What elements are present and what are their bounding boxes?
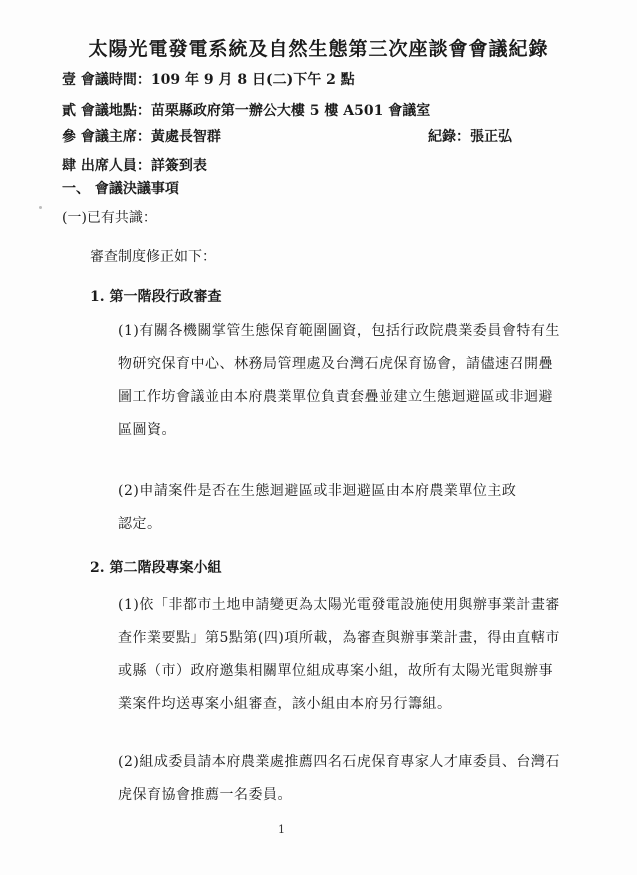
stage1-item1 [118,315,560,447]
stage1-item2-line: (2)申請案件是否在生態迴避區或非迴避區由本府農業單位主政 [118,483,517,499]
stage2-heading: 2. 第二階段專案小組 [90,560,222,576]
stage1-item2 [118,475,516,541]
page-number: 1 [278,823,285,836]
stage2-item2-line: 虎保育協會推薦一名委員。 [118,787,292,803]
stage2-item1-line: 查作業要點」第5點第(四)項所載，為審查與辦事業計畫，得由直轄市 [118,630,560,646]
stage2-item1 [118,589,560,721]
document-title: 太陽光電發電系統及自然生態第三次座談會會議紀錄 [88,38,549,60]
stage2-item2-line: (2)組成委員請本府農業處推薦四名石虎保育專家人才庫委員、台灣石 [118,754,560,770]
stage1-item1-line: 圖工作坊會議並由本府農業單位負責套疊並建立生態迴避區或非迴避 [118,389,553,405]
stage1-item1-line: 區圖資。 [118,422,176,438]
meeting-location: 貳 會議地點：苗栗縣政府第一辦公大樓 5 樓 A501 會議室 [62,103,431,119]
stage2-item2 [118,746,560,812]
stage1-item1-line: (1)有關各機關掌管生態保育範圍圖資，包括行政院農業委員會特有生 [118,323,560,339]
stage1-item1-line: 物研究保育中心、林務局管理處及台灣石虎保育協會，請儘速召開疊 [118,356,553,372]
stage2-item1-line: (1)依「非都市土地申請變更為太陽光電發電設施使用與辦事業計畫審 [118,597,560,613]
meeting-chair: 參 會議主席：黃處長智群 [62,129,221,145]
meeting-time: 壹 會議時間：109 年 9 月 8 日(二)下午 2 點 [62,72,355,88]
stage2-item1-line: 或縣（市）政府邀集相關單位組成專案小組，故所有太陽光電與辦事 [118,663,553,679]
stage2-item1-line: 業案件均送專案小組審查，該小組由本府另行籌組。 [118,696,452,712]
meeting-recorder: 紀錄：張正弘 [428,129,512,145]
stage1-item2-line: 認定。 [118,516,162,532]
intro-text: 審查制度修正如下： [90,249,216,265]
meeting-attendees: 肆 出席人員：詳簽到表 [62,158,207,174]
subsection-heading: (一)已有共識： [62,210,157,226]
stage1-heading: 1. 第一階段行政審查 [90,289,222,305]
scan-speck [39,206,42,209]
section-heading: 一、 會議決議事項 [62,181,179,197]
